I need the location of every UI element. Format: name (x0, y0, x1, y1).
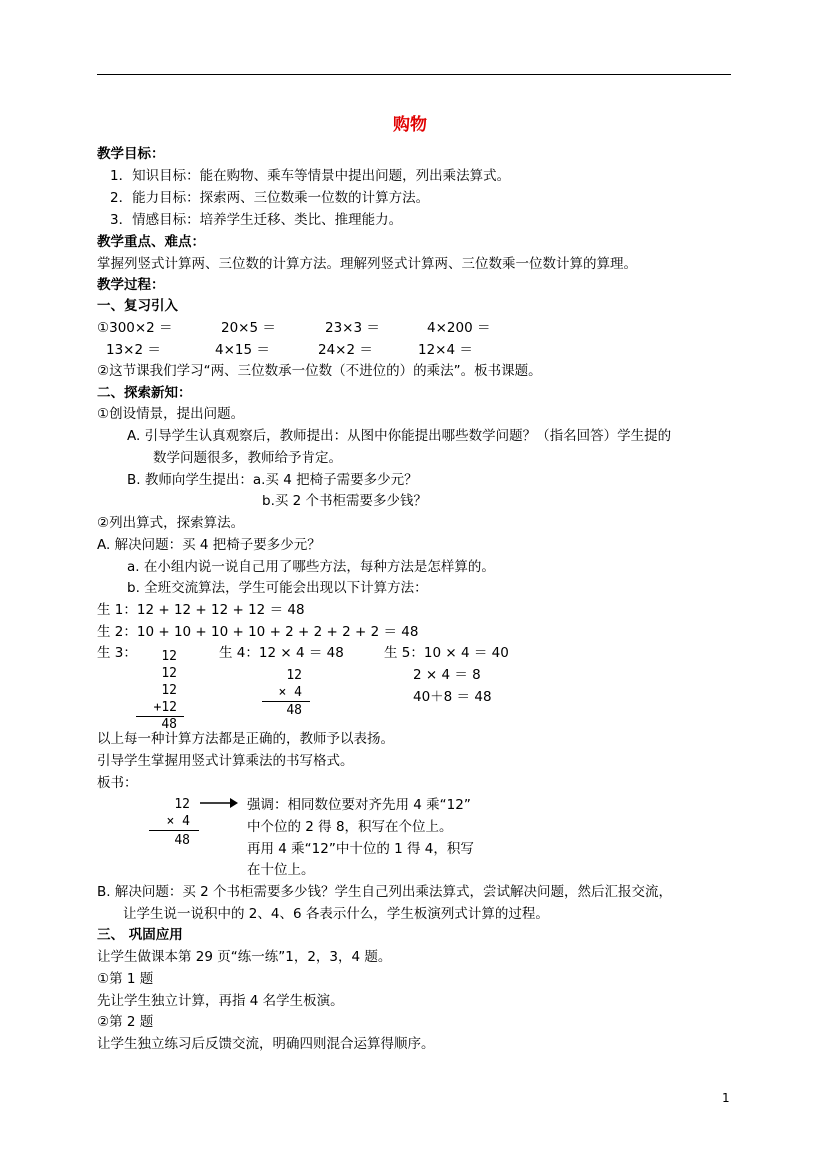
question1-text: 先让学生独立计算，再指 4 名学生板演。 (97, 993, 344, 1009)
board-product-line (149, 830, 199, 831)
review-item: 4×200 ＝ (427, 320, 491, 336)
review-item: 24×2 ＝ (318, 342, 373, 358)
objective-2: 2．能力目标：探索两、三位数乘一位数的计算方法。 (110, 190, 430, 206)
review-item: 20×5 ＝ (221, 320, 276, 336)
s4-col-line: 48 (286, 703, 302, 718)
question2-text: 让学生独立练习后反馈交流，明确四则混合运算得顺序。 (97, 1036, 435, 1052)
key-points-heading: 教学重点、难点： (97, 234, 205, 250)
guide-text: 引导学生掌握用竖式计算乘法的书写格式。 (97, 753, 354, 769)
emphasis-line: 强调：相同数位要对齐先用 4 乘“12” (247, 797, 471, 813)
page-title: 购物 (393, 115, 427, 135)
student4-label: 生 4：12 × 4 ＝ 48 (219, 645, 344, 661)
a-line2: 数学问题很多，教师给予肯定。 (153, 450, 342, 466)
board-col-line: 48 (174, 833, 190, 848)
page-number: 1 (722, 1091, 730, 1105)
arrow-right-icon (200, 796, 238, 810)
review-item: ①300×2 ＝ (97, 320, 173, 336)
a-line1: A. 引导学生认真观察后，教师提出：从图中你能提出哪些数学问题？（指名回答）学生提的 (127, 428, 672, 444)
emphasis-line: 再用 4 乘“12”中十位的 1 得 4，积写 (247, 841, 474, 857)
sub-b: b. 全班交流算法，学生可能会出现以下计算方法： (127, 580, 428, 596)
student1-method: 生 1：12 + 12 + 12 + 12 ＝ 48 (97, 602, 305, 618)
s3-col-line: 48 (161, 717, 177, 732)
board-label: 板书： (97, 775, 138, 791)
section3-heading: 三、 巩固应用 (97, 927, 183, 943)
review-item: 13×2 ＝ (106, 342, 161, 358)
step1: ①创设情景，提出问题。 (97, 406, 245, 422)
key-points-text: 掌握列竖式计算两、三位数的计算方法。理解列竖式计算两、三位数乘一位数计算的算理。 (97, 256, 637, 272)
section3-text: 让学生做课本第 29 页“练一练”1，2，3，4 题。 (97, 949, 392, 965)
solve-b-line2: 让学生说一说积中的 2、4、6 各表示什么，学生板演列式计算的过程。 (123, 906, 549, 922)
praise-text: 以上每一种计算方法都是正确的，教师予以表扬。 (97, 731, 394, 747)
s4-col-line: × 4 (278, 685, 302, 700)
review-item: 4×15 ＝ (215, 342, 270, 358)
review-item: 12×4 ＝ (418, 342, 473, 358)
section1-heading: 一、复习引入 (97, 298, 178, 314)
objectives-heading: 教学目标： (97, 146, 165, 162)
b-line2: b.买 2 个书柜需要多少钱？ (262, 493, 428, 509)
s5-line: 2 × 4 ＝ 8 (413, 667, 481, 683)
student2-method: 生 2：10 + 10 + 10 + 10 + 2 + 2 + 2 + 2 ＝ 48 (97, 624, 419, 640)
objective-3: 3．情感目标：培养学生迁移、类比、推理能力。 (110, 212, 403, 228)
step2: ②列出算式，探索算法。 (97, 515, 245, 531)
review-item: 23×3 ＝ (325, 320, 380, 336)
solve-a: A. 解决问题：买 4 把椅子要多少元？ (97, 537, 321, 553)
s3-col-line: 12 (161, 649, 177, 664)
s3-col-line: 12 (161, 666, 177, 681)
student5-label: 生 5：10 × 4 ＝ 40 (384, 645, 509, 661)
s4-col-line: 12 (286, 668, 302, 683)
s3-col-line: +12 (153, 700, 177, 715)
board-col-line: × 4 (166, 814, 190, 829)
question1: ①第 1 题 (97, 971, 154, 987)
s3-col-line: 12 (161, 683, 177, 698)
process-heading: 教学过程： (97, 277, 165, 293)
header-rule (97, 74, 731, 75)
emphasis-line: 中个位的 2 得 8，积写在个位上。 (247, 819, 453, 835)
b-line1: B. 教师向学生提出：a.买 4 把椅子需要多少元？ (127, 472, 418, 488)
s5-line: 40＋8 ＝ 48 (413, 689, 492, 705)
sub-a: a. 在小组内说一说自己用了哪些方法，每种方法是怎样算的。 (127, 559, 495, 575)
section2-heading: 二、探索新知： (97, 385, 192, 401)
board-col-line: 12 (174, 797, 190, 812)
student3-label: 生 3： (97, 645, 137, 661)
question2: ②第 2 题 (97, 1014, 154, 1030)
emphasis-line: 在十位上。 (247, 862, 315, 878)
objective-1: 1．知识目标：能在购物、乘车等情景中提出问题，列出乘法算式。 (110, 168, 511, 184)
solve-b-line1: B. 解决问题：买 2 个书柜需要多少钱？学生自己列出乘法算式，尝试解决问题，然后汇报交流， (97, 884, 673, 900)
lesson-note: ②这节课我们学习“两、三位数承一位数（不进位的）的乘法”。板书课题。 (97, 363, 542, 379)
